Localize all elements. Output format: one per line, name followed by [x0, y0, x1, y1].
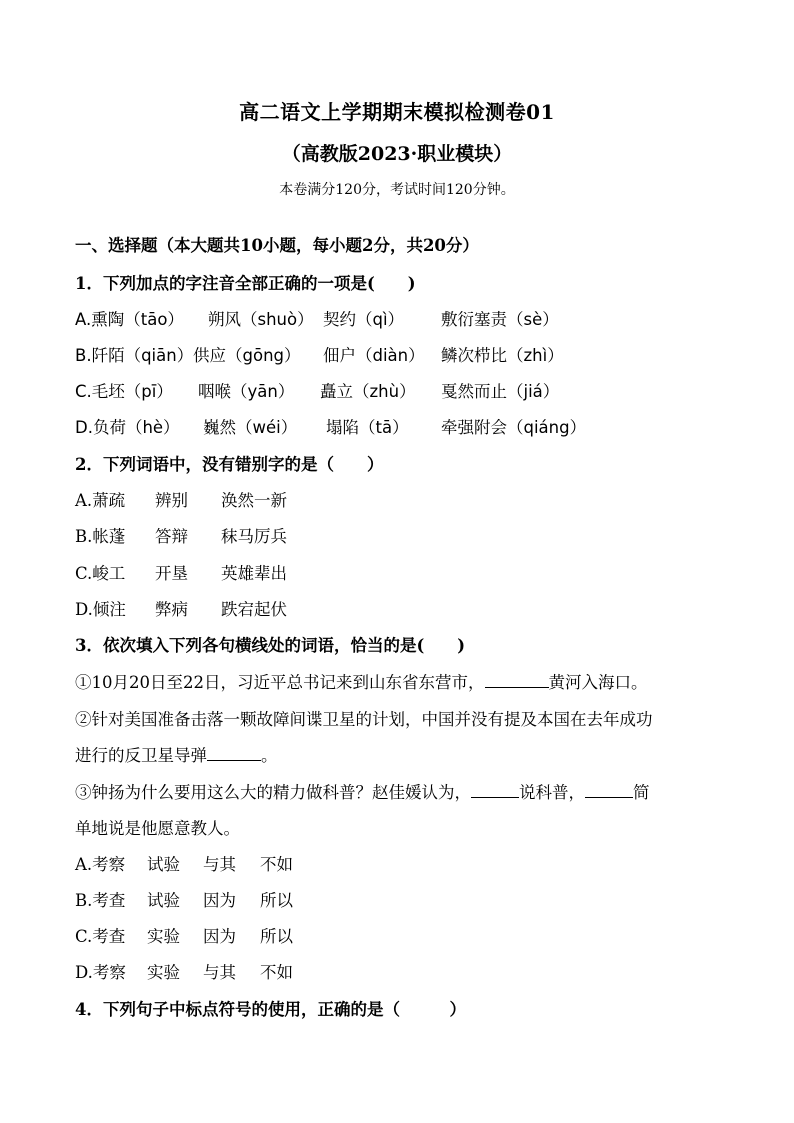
question-1-option-b: [75, 342, 564, 366]
exam-title: 高二语文上学期期末模拟检测卷01: [239, 100, 555, 124]
question-3-option-c: [75, 923, 293, 947]
option-term: 牵强附会（qiáng）: [441, 418, 587, 437]
option-term: 不如: [260, 855, 293, 874]
exam-note: 本卷满分120分，考试时间120分钟。: [279, 182, 515, 198]
option-term: 与其: [203, 963, 236, 982]
option-term: 试验: [147, 855, 180, 874]
sentence-text: ③钟扬为什么要用这么大的精力做科普？赵佳媛认为，: [75, 783, 471, 802]
sentence-text: ①10月20日至22日，习近平总书记来到山东省东营市，: [75, 673, 485, 692]
question-3-option-d: [75, 959, 293, 983]
option-term: 不如: [260, 963, 293, 982]
question-2-stem: 2．下列词语中，没有错别字的是（ ）: [75, 455, 384, 474]
option-term: 实验: [147, 927, 180, 946]
option-term: 矗立（zhù）: [320, 382, 416, 401]
option-term: 秣马厉兵: [221, 527, 287, 546]
option-term: A.熏陶（tāo）: [75, 310, 184, 329]
option-term: C.毛坯（pī）: [75, 382, 173, 401]
option-term: B.帐蓬: [75, 527, 126, 546]
option-term: 跌宕起伏: [221, 600, 287, 619]
option-term: 佃户（diàn）: [323, 346, 425, 365]
option-term: 弊病: [155, 600, 188, 619]
option-term: 辨别: [155, 491, 188, 510]
question-3-sentence-3-cont: [75, 815, 240, 839]
option-term: 咽喉（yān）: [198, 382, 295, 401]
question-3-sentence-3: [75, 779, 650, 803]
question-3-sentence-1: [75, 669, 648, 693]
option-term: 英雄辈出: [221, 564, 287, 583]
fill-blank: [585, 783, 633, 798]
fill-blank: [207, 746, 261, 761]
option-term: D.倾注: [75, 600, 126, 619]
question-3-stem: 3．依次填入下列各句横线处的词语，恰当的是( ): [75, 636, 466, 655]
question-3-option-a: [75, 851, 293, 875]
option-term: 所以: [260, 891, 293, 910]
option-term: 因为: [203, 891, 236, 910]
option-term: 鳞次栉比（zhì）: [441, 346, 564, 365]
sentence-text: 说科普，: [519, 783, 585, 802]
option-term: 巍然（wéi）: [203, 418, 298, 437]
option-term: 答辩: [155, 527, 188, 546]
option-term: 开垦: [155, 564, 188, 583]
fill-blank: [485, 673, 549, 688]
sentence-text: 。: [261, 746, 278, 765]
option-term: 戛然而止（jiá）: [441, 382, 560, 401]
question-2-option-c: [75, 560, 287, 584]
option-term: 敷衍塞责（sè）: [441, 310, 559, 329]
option-term: B.考查: [75, 891, 126, 910]
option-term: D.负荷（hè）: [75, 418, 180, 437]
option-term: 塌陷（tā）: [326, 418, 409, 437]
sentence-text: 单地说是他愿意教人。: [75, 819, 240, 838]
sentence-text: 简: [633, 783, 650, 802]
question-2-option-a: [75, 487, 287, 511]
sentence-text: 黄河入海口。: [548, 673, 648, 692]
option-term: C.考查: [75, 927, 126, 946]
section-heading: 一、选择题（本大题共10小题，每小题2分，共20分）: [75, 236, 479, 255]
option-term: B.阡陌（qiān）: [75, 346, 194, 365]
exam-subtitle: （高教版2023·职业模块）: [281, 143, 513, 165]
question-1-stem: 1．下列加点的字注音全部正确的一项是( ): [75, 274, 416, 293]
option-term: 供应（gōng）: [193, 346, 301, 365]
option-term: 实验: [147, 963, 180, 982]
question-2-option-b: [75, 523, 287, 547]
question-3-sentence-2-cont: [75, 742, 278, 766]
question-4-stem: 4．下列句子中标点符号的使用，正确的是（ ）: [75, 1000, 466, 1019]
question-3-option-b: [75, 887, 293, 911]
question-3-sentence-2: [75, 706, 653, 730]
option-term: 与其: [203, 855, 236, 874]
sentence-text: ②针对美国准备击落一颗故障间谍卫星的计划，中国并没有提及本国在去年成功: [75, 710, 653, 729]
question-2-option-d: [75, 596, 287, 620]
option-term: A.萧疏: [75, 491, 126, 510]
option-term: 试验: [147, 891, 180, 910]
option-term: 所以: [260, 927, 293, 946]
option-term: 契约（qì）: [323, 310, 405, 329]
question-1-option-c: [75, 378, 559, 402]
question-1-option-d: [75, 414, 586, 438]
option-term: 因为: [203, 927, 236, 946]
option-term: 涣然一新: [221, 491, 287, 510]
question-1-option-a: [75, 306, 559, 330]
option-term: C.峻工: [75, 564, 126, 583]
fill-blank: [471, 783, 519, 798]
option-term: D.考察: [75, 963, 126, 982]
option-term: 朔风（shuò）: [208, 310, 314, 329]
option-term: A.考察: [75, 855, 126, 874]
sentence-text: 进行的反卫星导弹: [75, 746, 207, 765]
